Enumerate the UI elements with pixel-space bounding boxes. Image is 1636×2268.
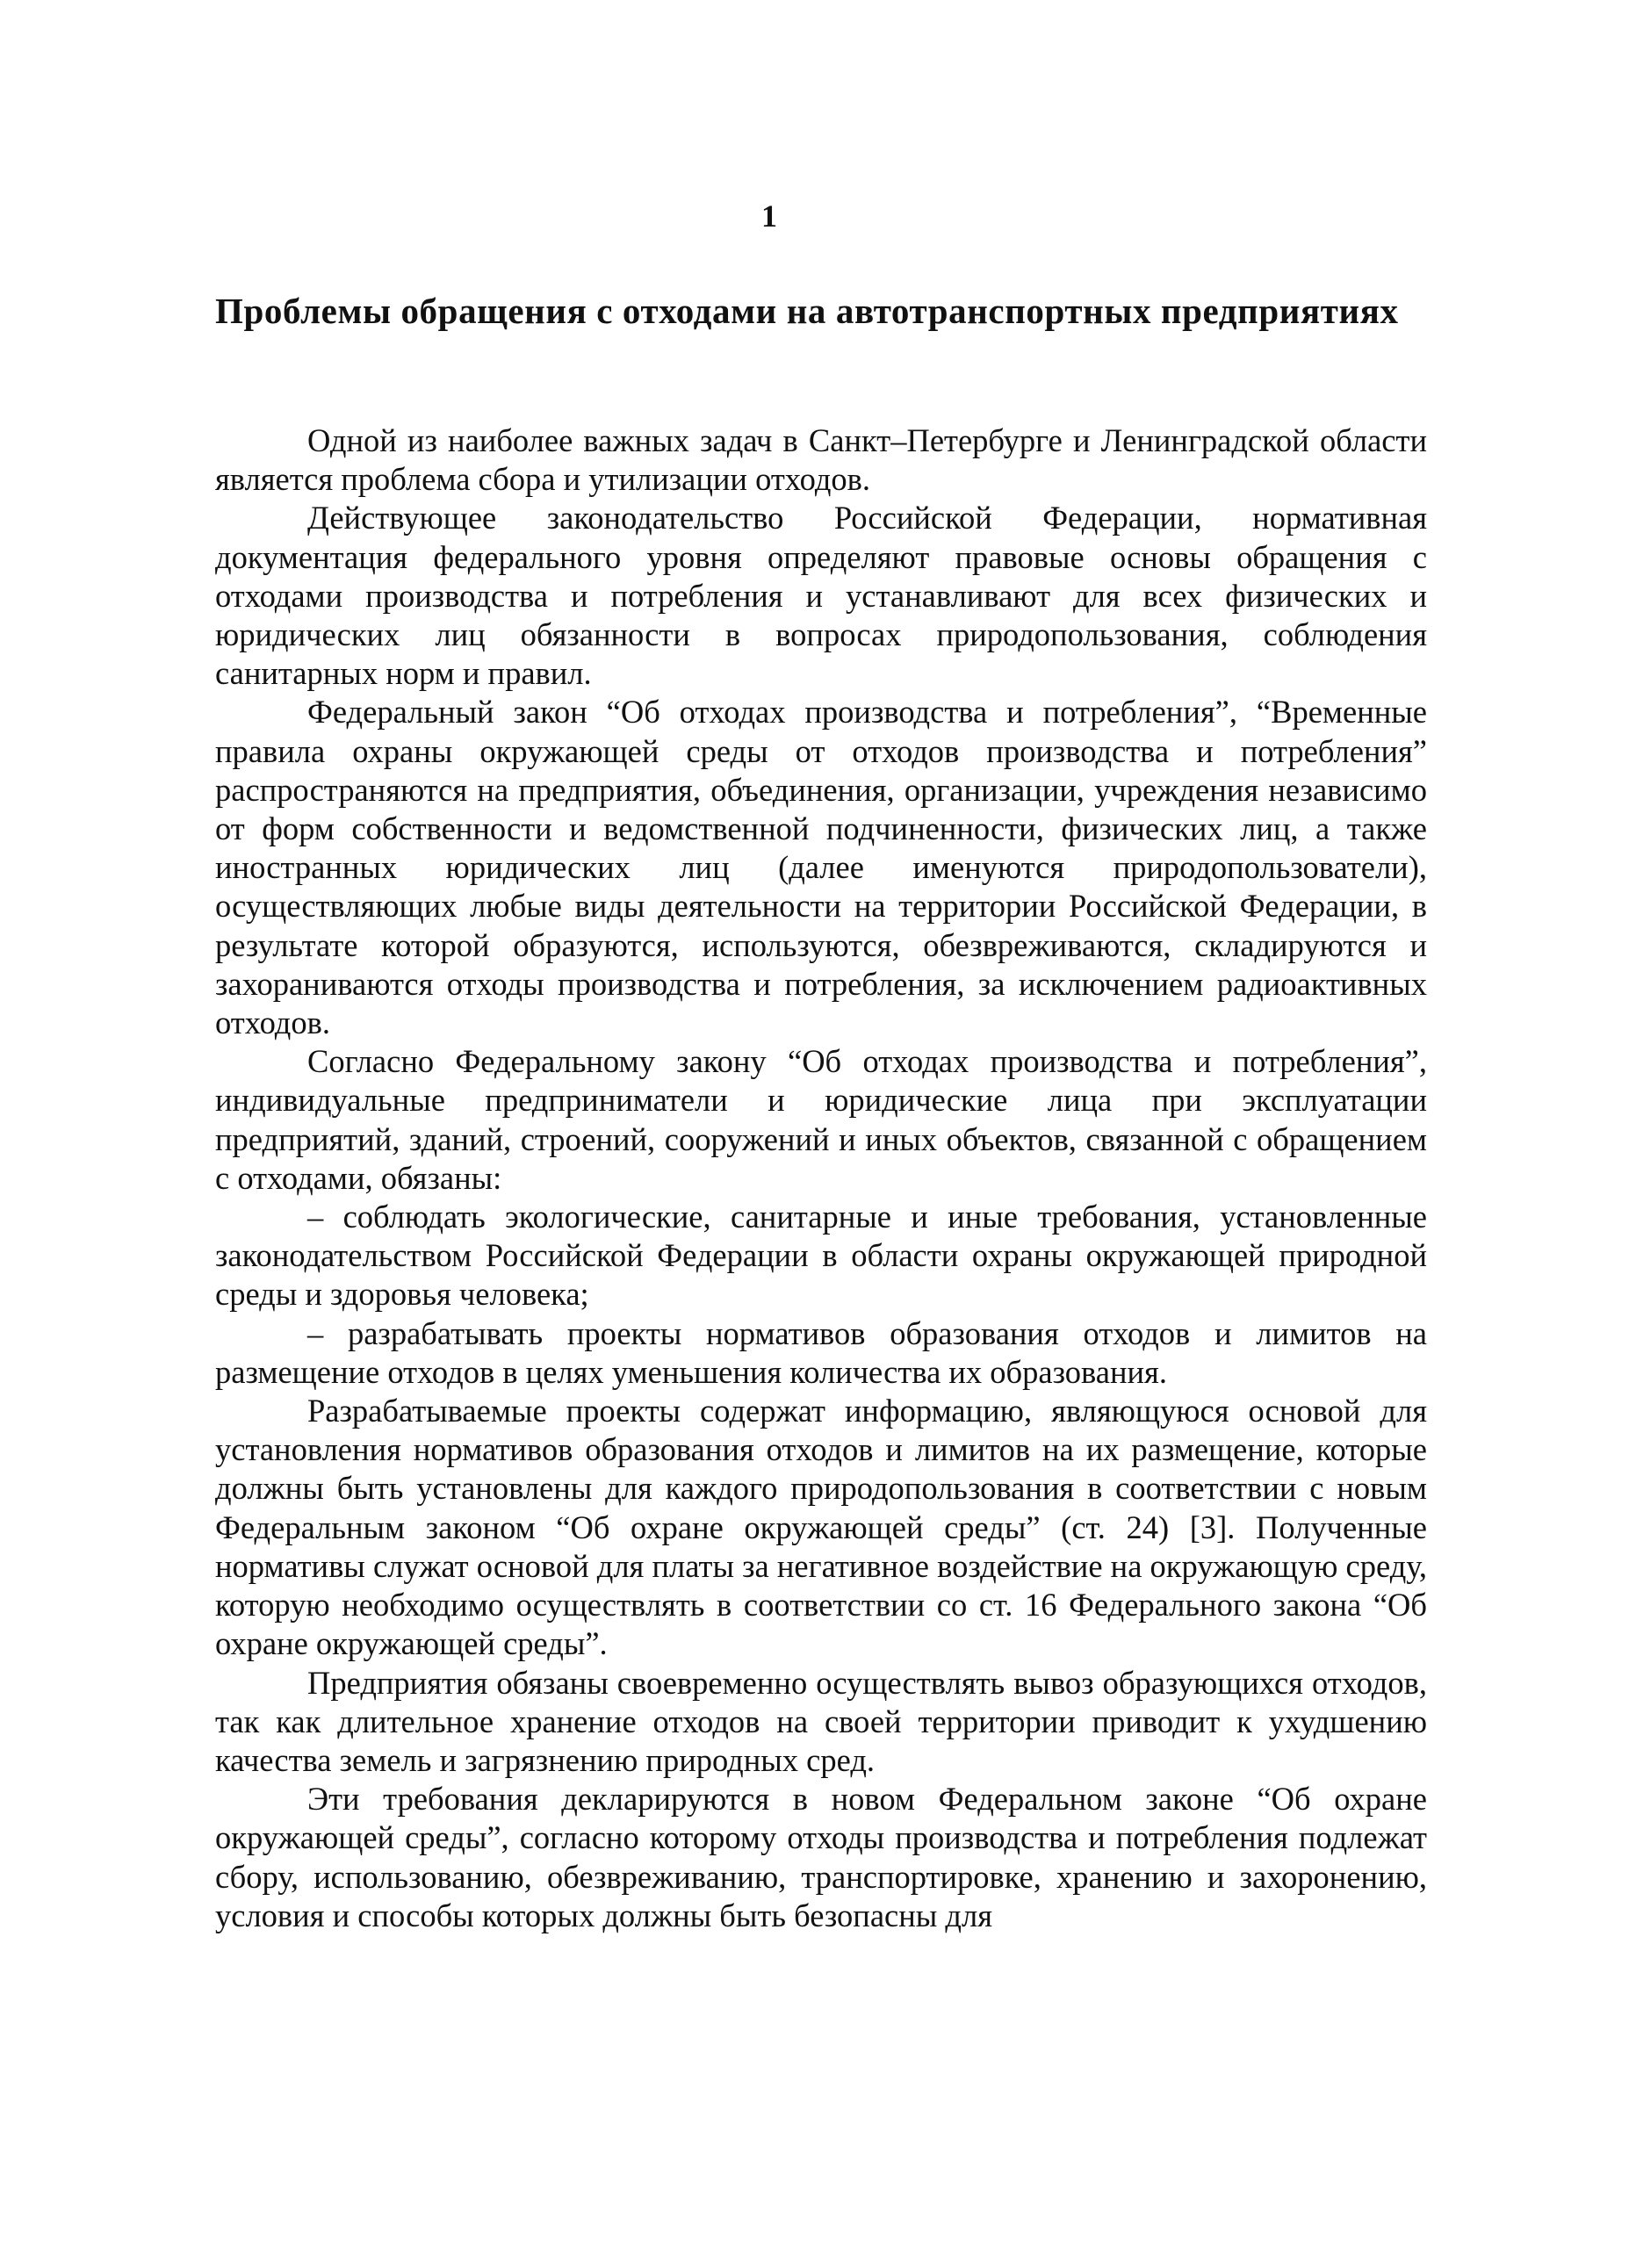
paragraph: Согласно Федеральному закону “Об отходах производства и потребления”, индивидуальные предприниматели и юридические лица при эксплуатации предприятий, зданий, строений, сооружений и иных объектов, связанной с обращением с отходами, обязаны:: [215, 1043, 1427, 1196]
paragraph: Разрабатываемые проекты содержат информацию, являющуюся основой для установления нормативов образования отходов и лимитов на их размещение, которые должны быть установлены для каждого природопользования в соответствии с новым Федеральным законом “Об охране окружающей среды” (ст. 24) [3]. Полученные нормативы служат основой для платы за негативное воздействие на окружающую среду, которую необходимо осуществлять в соответствии со ст. 16 Федерального закона “Об охране окружающей среды”.: [215, 1393, 1427, 1662]
list-item: – разрабатывать проекты нормативов образования отходов и лимитов на размещение отходов в целях уменьшения количества их образования.: [215, 1314, 1427, 1390]
paragraph: Предприятия обязаны своевременно осуществлять вывоз образующихся отходов, так как длительное хранение отходов на своей территории приводит к ухудшению качества земель и загрязнению природных сред.: [215, 1664, 1427, 1778]
paragraph: Одной из наиболее важных задач в Санкт–Петербурге и Ленинградской области является проблема сбора и утилизации отходов.: [215, 422, 1427, 498]
paragraph: Федеральный закон “Об отходах производства и потребления”, “Временные правила охраны окружающей среды от отходов производства и потребления” распространяются на предприятия, объединения, организации, учреждения независимо от форм собственности и ведомственной подчиненности, физических лиц, а также иностранных юридических лиц (далее именуются природопользователи), осуществляющих любые виды деятельности на территории Российской Федерации, в результате которой образуются, используются, обезвреживаются, складируются и захораниваются отходы производства и потребления, за исключением радиоактивных отходов.: [215, 694, 1427, 1041]
paragraph: Эти требования декларируются в новом Федеральном законе “Об охране окружающей среды”, согласно которому отходы производства и потребления подлежат сбору, использованию, обезвреживанию, транспортировке, хранению и захоронению, условия и способы которых должны быть безопасны для: [215, 1781, 1427, 1933]
page-number: 1: [761, 198, 777, 234]
paragraph: Действующее законодательство Российской Федерации, нормативная документация федерального уровня определяют правовые основы обращения с отходами производства и потребления и устанавливают для всех физических и юридических лиц обязанности в вопросах природопользования, соблюдения санитарных норм и правил.: [215, 500, 1427, 692]
document-body: [215, 421, 1427, 1935]
document-title: Проблемы обращения с отходами на автотранспортных предприятиях: [215, 291, 1399, 331]
list-item: – соблюдать экологические, санитарные и иные требования, установленные законодательством Российской Федерации в области охраны окружающей природной среды и здоровья человека;: [215, 1199, 1427, 1313]
